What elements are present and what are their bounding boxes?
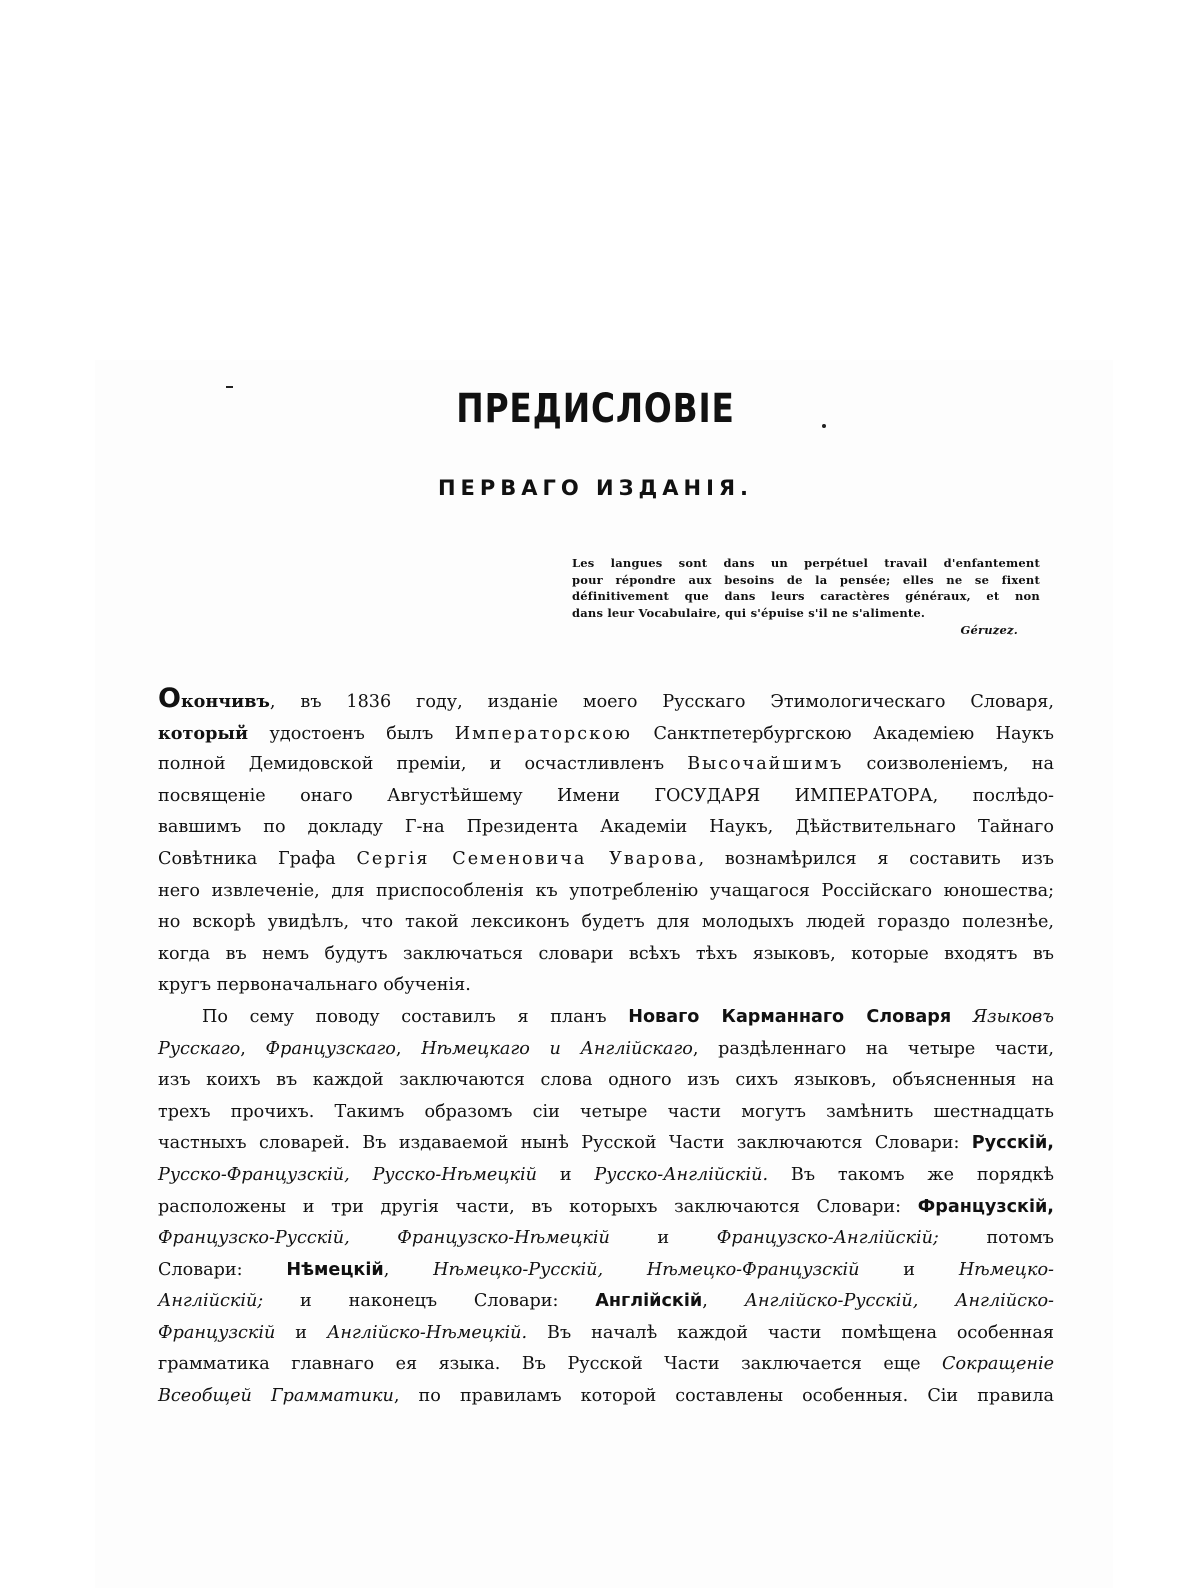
text-run: полной Демидовской преміи, и осчастливленъ: [158, 754, 688, 775]
text-run: кругъ первоначальнаго обученія.: [158, 975, 471, 996]
italic-run: Французскаго: [265, 1038, 396, 1059]
text-run: и: [536, 1164, 595, 1185]
text-run: него извлеченіе, для приспособленія къ употребленію учащагося Россійскаго юношества;: [158, 880, 1054, 901]
text-line: [158, 1255, 1054, 1287]
text-line: [158, 1034, 1054, 1066]
epigraph: [572, 555, 1040, 639]
text-line: [158, 1065, 1054, 1097]
spaced-word: Императорскою: [454, 723, 632, 744]
text-run: грамматика главнаго ея языка. Въ Русской Части заключается еще: [158, 1354, 943, 1375]
text-run: изъ коихъ въ каждой заключаются слова одного изъ сихъ языковъ, объясненныя на: [158, 1070, 1054, 1091]
spaced-word: Высочайшимъ: [687, 754, 844, 775]
text-run: Словари:: [158, 1259, 287, 1280]
bold-term: Нѣмецкій: [286, 1259, 384, 1280]
text-run: но вскорѣ увидѣлъ, что такой лексиконъ будетъ для молодыхъ людей гораздо полезнѣе,: [158, 912, 1054, 933]
page-title: ПРЕДИСЛОВІЕ: [456, 386, 735, 432]
text-run: ,: [395, 1038, 422, 1059]
italic-run: Нѣмецкаго и Англійскаго: [421, 1038, 693, 1059]
italic-run: Русско-Французскій, Русско-Нѣмецкій: [158, 1164, 537, 1185]
epigraph-author: Géruzez.: [960, 623, 1018, 637]
epigraph-line: dans leur Vocabulaire, qui s'épuise s'il ne s'alimente.: [572, 605, 926, 620]
text-run: соизволеніемъ, на: [843, 754, 1054, 775]
text-line: [158, 907, 1054, 939]
text-line: [158, 749, 1054, 781]
text-run: , въ 1836 году, изданіе моего Русскаго Этимологическаго Словаря,: [269, 692, 1054, 712]
text-line: [158, 1286, 1054, 1318]
bold-word: который: [158, 722, 249, 744]
italic-run: Русско-Англійскій.: [594, 1164, 769, 1185]
italic-run: Всеобщей Грамматики: [158, 1386, 394, 1407]
text-run: Въ началѣ каждой части помѣщена особенная: [527, 1322, 1054, 1343]
text-run: Въ такомъ же порядкѣ: [768, 1164, 1054, 1185]
text-line: [158, 1192, 1054, 1224]
text-run: , по правиламъ которой составлены особенныя. Сіи правила: [393, 1386, 1054, 1407]
text-line: [158, 1097, 1054, 1129]
text-run: удостоенъ былъ: [248, 723, 455, 744]
epigraph-line: définitivement que dans leurs caractères généraux, et non: [572, 589, 1040, 603]
bold-term: Англійскій: [595, 1291, 703, 1312]
text-line: [158, 718, 1054, 750]
text-line: [158, 1318, 1054, 1350]
text-line: [158, 812, 1054, 844]
text-run: , раздѣленнаго на четыре части,: [692, 1038, 1055, 1059]
italic-run: Англійско-Русскій, Англійско-: [744, 1291, 1055, 1312]
text-line: [158, 1160, 1054, 1192]
text-run: Совѣтника Графа: [158, 848, 357, 869]
text-run: потомъ: [938, 1228, 1054, 1249]
italic-run: Нѣмецко-: [958, 1259, 1054, 1280]
text-run: когда въ немъ будутъ заключаться словари всѣхъ тѣхъ языковъ, которые входятъ въ: [158, 943, 1054, 964]
italic-run: Англійскій;: [158, 1291, 264, 1312]
text-run: и: [859, 1259, 959, 1280]
text-run: и: [609, 1228, 717, 1249]
text-run: посвященіе онаго Августѣйшему Имени ГОСУДАРЯ ИМПЕРАТОРА, послѣдо-: [158, 785, 1054, 806]
text-run: трехъ прочихъ. Такимъ образомъ сіи четыре части могутъ замѣнить шестнадцать: [158, 1101, 1054, 1122]
text-line: [158, 781, 1054, 813]
text-line: [158, 844, 1054, 876]
epigraph-line: pour répondre aux besoins de la pensée; elles ne se fixent: [572, 572, 1040, 587]
text-run: расположены и три другія части, въ которыхъ заключаются Словари:: [158, 1196, 918, 1217]
text-line: [158, 683, 1054, 718]
text-run: ,: [383, 1259, 434, 1280]
bold-term: Русскій,: [971, 1133, 1054, 1154]
text-run: частныхъ словарей. Въ издаваемой нынѣ Русской Части заключаются Словари:: [158, 1133, 972, 1154]
spaced-name: Сергія Семеновича Уварова: [356, 848, 699, 869]
text-run: , вознамѣрился я составить изъ: [698, 848, 1054, 869]
epigraph-line: Les langues sont dans un perpétuel travail d'enfantement: [572, 556, 1040, 570]
text-line: [158, 1002, 1054, 1034]
italic-run: Русскаго: [158, 1038, 241, 1059]
italic-run: Англійско-Нѣмецкій.: [327, 1322, 528, 1343]
text-line: [158, 1128, 1054, 1160]
page-subtitle: ПЕРВАГО ИЗДАНІЯ.: [437, 476, 754, 500]
italic-run: Языковъ: [951, 1006, 1055, 1027]
text-line: [158, 1349, 1054, 1381]
text-run: и: [275, 1322, 327, 1343]
text-run: и наконецъ Словари:: [263, 1291, 596, 1312]
text-line: [158, 1223, 1054, 1255]
text-run: ,: [702, 1291, 745, 1312]
text-run: Санктпетербургскою Академіею Наукъ: [632, 723, 1054, 744]
italic-run: Французско-Русскій, Французско-Нѣмецкій: [158, 1228, 610, 1249]
bold-title: Новаго Карманнаго Словаря: [628, 1006, 952, 1027]
text-line: [158, 876, 1054, 908]
text-line: [158, 939, 1054, 971]
text-run: По сему поводу составилъ я планъ: [202, 1006, 629, 1027]
body-text: [158, 683, 1055, 1413]
italic-run: Сокращеніе: [942, 1354, 1054, 1375]
italic-run: Нѣмецко-Русскій, Нѣмецко-Французскій: [433, 1259, 860, 1280]
drop-cap: О: [158, 683, 181, 714]
text-line: [158, 1381, 1054, 1413]
bold-word: кончивъ: [180, 691, 270, 712]
text-run: вавшимъ по докладу Г-на Президента Академіи Наукъ, Дѣйствительнаго Тайнаго: [158, 817, 1054, 838]
italic-run: Французскій: [158, 1322, 276, 1343]
text-line: [158, 970, 1054, 1002]
bold-term: Французскій,: [917, 1196, 1054, 1217]
italic-run: Французско-Англійскій;: [716, 1228, 939, 1249]
text-run: ,: [240, 1038, 266, 1059]
